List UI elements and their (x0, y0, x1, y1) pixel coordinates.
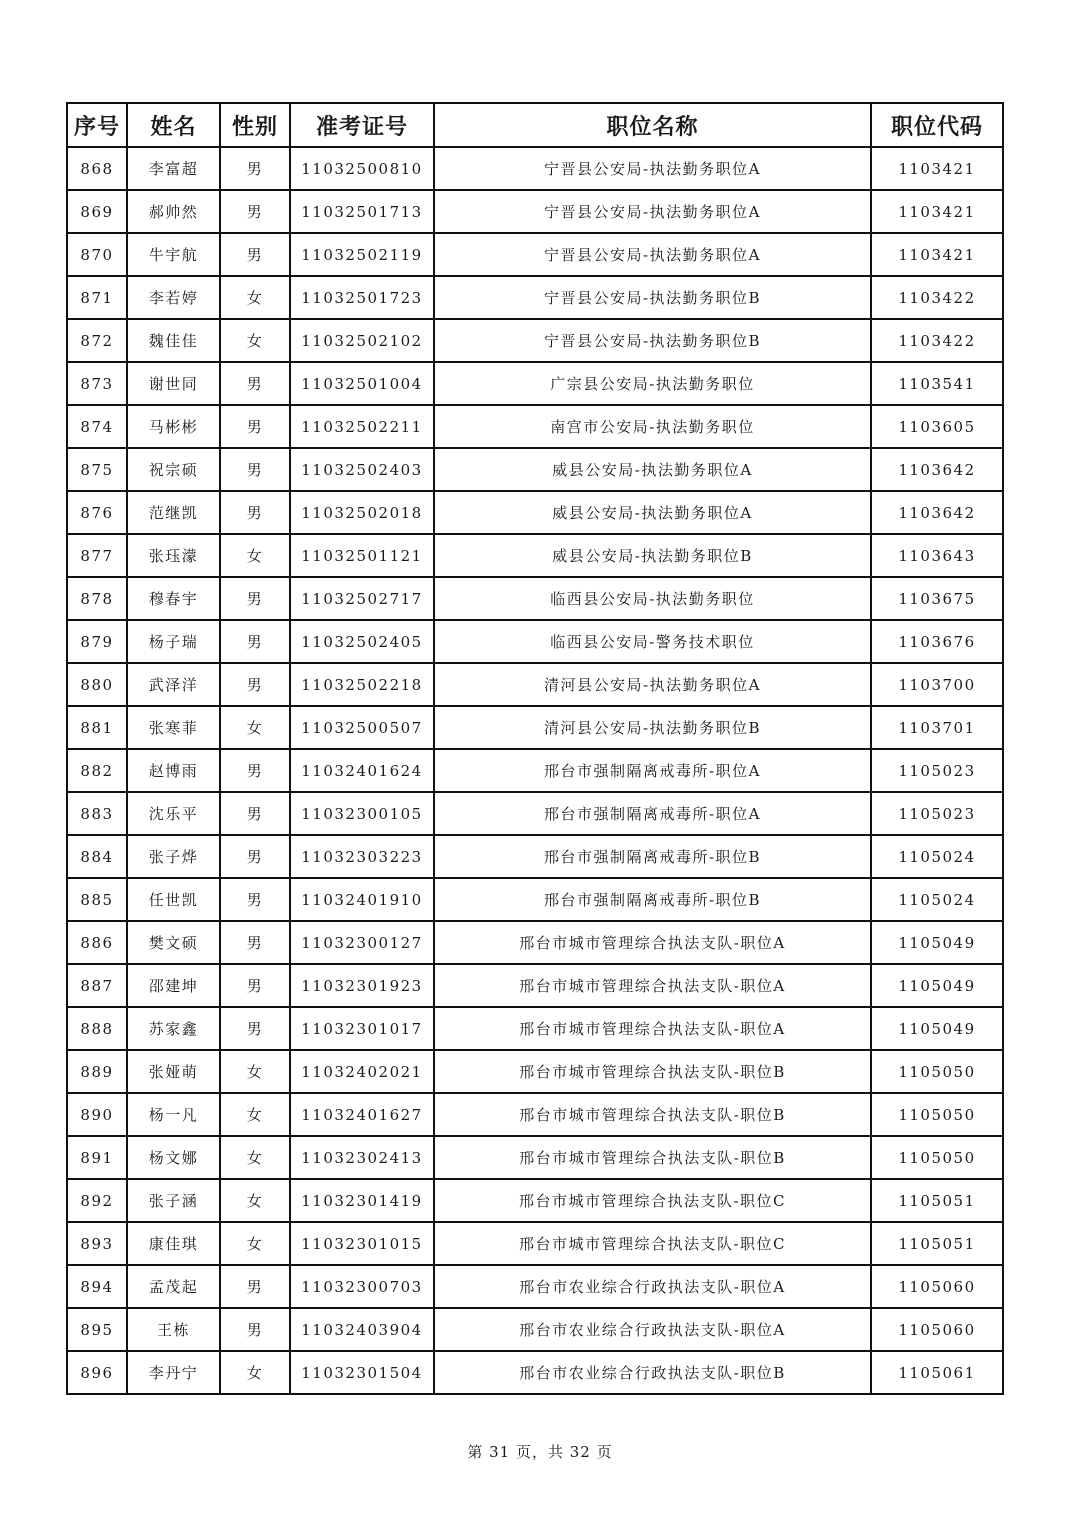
cell-position-code: 1105049 (871, 964, 1003, 1007)
cell-gender: 男 (220, 405, 290, 448)
table-row (67, 1222, 1003, 1265)
cell-position-code: 1103605 (871, 405, 1003, 448)
cell-gender: 男 (220, 190, 290, 233)
table-row (67, 362, 1003, 405)
cell-name: 任世凯 (127, 878, 220, 921)
cell-serial-number: 873 (67, 362, 127, 405)
table-row (67, 1265, 1003, 1308)
cell-name: 康佳琪 (127, 1222, 220, 1265)
cell-serial-number: 868 (67, 147, 127, 190)
table-row (67, 1007, 1003, 1050)
cell-position-name: 清河县公安局-执法勤务职位B (434, 706, 871, 749)
cell-gender: 男 (220, 147, 290, 190)
table-row (67, 405, 1003, 448)
cell-name: 魏佳佳 (127, 319, 220, 362)
cell-name: 祝宗硕 (127, 448, 220, 491)
cell-position-code: 1103700 (871, 663, 1003, 706)
cell-position-name: 临西县公安局-执法勤务职位 (434, 577, 871, 620)
table-row (67, 835, 1003, 878)
cell-name: 李若婷 (127, 276, 220, 319)
cell-position-name: 邢台市城市管理综合执法支队-职位B (434, 1093, 871, 1136)
cell-exam-ticket-number: 11032502102 (290, 319, 434, 362)
cell-name: 范继凯 (127, 491, 220, 534)
cell-position-name: 邢台市农业综合行政执法支队-职位A (434, 1265, 871, 1308)
cell-gender: 男 (220, 620, 290, 663)
cell-gender: 男 (220, 749, 290, 792)
header-position-name: 职位名称 (434, 103, 871, 147)
cell-gender: 女 (220, 1351, 290, 1394)
cell-serial-number: 869 (67, 190, 127, 233)
cell-name: 孟茂起 (127, 1265, 220, 1308)
cell-position-name: 威县公安局-执法勤务职位A (434, 448, 871, 491)
cell-gender: 男 (220, 1265, 290, 1308)
cell-name: 马彬彬 (127, 405, 220, 448)
cell-name: 赵博雨 (127, 749, 220, 792)
cell-position-name: 南宫市公安局-执法勤务职位 (434, 405, 871, 448)
table-row (67, 147, 1003, 190)
cell-exam-ticket-number: 11032501004 (290, 362, 434, 405)
table-row (67, 964, 1003, 1007)
cell-exam-ticket-number: 11032302413 (290, 1136, 434, 1179)
cell-name: 谢世同 (127, 362, 220, 405)
table-row (67, 1308, 1003, 1351)
table-row (67, 878, 1003, 921)
cell-exam-ticket-number: 11032502405 (290, 620, 434, 663)
cell-position-name: 邢台市农业综合行政执法支队-职位B (434, 1351, 871, 1394)
table-row (67, 1179, 1003, 1222)
cell-serial-number: 876 (67, 491, 127, 534)
cell-serial-number: 894 (67, 1265, 127, 1308)
cell-gender: 女 (220, 1179, 290, 1222)
table-row (67, 1351, 1003, 1394)
header-exam-ticket-number: 准考证号 (290, 103, 434, 147)
cell-position-code: 1103421 (871, 147, 1003, 190)
table-row (67, 276, 1003, 319)
table-row (67, 663, 1003, 706)
cell-serial-number: 896 (67, 1351, 127, 1394)
cell-serial-number: 895 (67, 1308, 127, 1351)
cell-position-name: 宁晋县公安局-执法勤务职位A (434, 147, 871, 190)
cell-exam-ticket-number: 11032301419 (290, 1179, 434, 1222)
cell-serial-number: 880 (67, 663, 127, 706)
table-row (67, 319, 1003, 362)
cell-position-code: 1103541 (871, 362, 1003, 405)
cell-name: 沈乐平 (127, 792, 220, 835)
cell-gender: 男 (220, 964, 290, 1007)
cell-position-code: 1105050 (871, 1050, 1003, 1093)
cell-name: 杨文娜 (127, 1136, 220, 1179)
cell-position-code: 1103422 (871, 276, 1003, 319)
cell-gender: 男 (220, 577, 290, 620)
page-number: 第 31 页，共 32 页 (467, 1443, 613, 1461)
cell-exam-ticket-number: 11032401627 (290, 1093, 434, 1136)
cell-position-code: 1105051 (871, 1222, 1003, 1265)
header-name: 姓名 (127, 103, 220, 147)
cell-exam-ticket-number: 11032501121 (290, 534, 434, 577)
cell-serial-number: 892 (67, 1179, 127, 1222)
cell-position-code: 1103642 (871, 491, 1003, 534)
cell-serial-number: 881 (67, 706, 127, 749)
cell-position-name: 广宗县公安局-执法勤务职位 (434, 362, 871, 405)
cell-name: 樊文硕 (127, 921, 220, 964)
table-row (67, 448, 1003, 491)
cell-gender: 女 (220, 1136, 290, 1179)
cell-serial-number: 888 (67, 1007, 127, 1050)
cell-gender: 男 (220, 1308, 290, 1351)
cell-exam-ticket-number: 11032401910 (290, 878, 434, 921)
cell-position-code: 1105024 (871, 835, 1003, 878)
cell-position-name: 邢台市强制隔离戒毒所-职位A (434, 792, 871, 835)
cell-position-name: 邢台市强制隔离戒毒所-职位B (434, 835, 871, 878)
cell-serial-number: 878 (67, 577, 127, 620)
cell-serial-number: 875 (67, 448, 127, 491)
cell-position-name: 邢台市农业综合行政执法支队-职位A (434, 1308, 871, 1351)
cell-gender: 男 (220, 491, 290, 534)
cell-exam-ticket-number: 11032300127 (290, 921, 434, 964)
cell-name: 杨子瑞 (127, 620, 220, 663)
cell-position-code: 1103422 (871, 319, 1003, 362)
cell-position-name: 临西县公安局-警务技术职位 (434, 620, 871, 663)
cell-position-code: 1105050 (871, 1093, 1003, 1136)
cell-serial-number: 877 (67, 534, 127, 577)
cell-position-code: 1105024 (871, 878, 1003, 921)
cell-name: 张子烨 (127, 835, 220, 878)
candidate-table (66, 102, 1004, 1395)
cell-gender: 男 (220, 792, 290, 835)
cell-position-name: 威县公安局-执法勤务职位A (434, 491, 871, 534)
cell-position-code: 1105061 (871, 1351, 1003, 1394)
cell-position-code: 1103642 (871, 448, 1003, 491)
cell-position-code: 1103643 (871, 534, 1003, 577)
cell-gender: 女 (220, 1222, 290, 1265)
cell-serial-number: 872 (67, 319, 127, 362)
cell-position-name: 宁晋县公安局-执法勤务职位A (434, 233, 871, 276)
cell-position-name: 邢台市城市管理综合执法支队-职位A (434, 964, 871, 1007)
cell-exam-ticket-number: 11032502211 (290, 405, 434, 448)
table-row (67, 792, 1003, 835)
cell-serial-number: 871 (67, 276, 127, 319)
cell-name: 牛宇航 (127, 233, 220, 276)
cell-position-name: 邢台市城市管理综合执法支队-职位C (434, 1179, 871, 1222)
table-row (67, 620, 1003, 663)
table-row (67, 706, 1003, 749)
cell-exam-ticket-number: 11032502018 (290, 491, 434, 534)
cell-exam-ticket-number: 11032500507 (290, 706, 434, 749)
cell-exam-ticket-number: 11032301017 (290, 1007, 434, 1050)
cell-gender: 男 (220, 233, 290, 276)
cell-gender: 男 (220, 663, 290, 706)
cell-gender: 女 (220, 706, 290, 749)
cell-position-name: 威县公安局-执法勤务职位B (434, 534, 871, 577)
cell-gender: 男 (220, 878, 290, 921)
cell-serial-number: 893 (67, 1222, 127, 1265)
cell-position-name: 清河县公安局-执法勤务职位A (434, 663, 871, 706)
cell-position-name: 宁晋县公安局-执法勤务职位B (434, 276, 871, 319)
table-header-row (67, 103, 1003, 147)
cell-position-code: 1105049 (871, 1007, 1003, 1050)
table-body (67, 147, 1003, 1394)
cell-position-code: 1105050 (871, 1136, 1003, 1179)
cell-serial-number: 874 (67, 405, 127, 448)
cell-exam-ticket-number: 11032502218 (290, 663, 434, 706)
cell-exam-ticket-number: 11032300105 (290, 792, 434, 835)
cell-name: 杨一凡 (127, 1093, 220, 1136)
cell-exam-ticket-number: 11032502119 (290, 233, 434, 276)
cell-gender: 女 (220, 276, 290, 319)
cell-name: 张珏濛 (127, 534, 220, 577)
cell-position-code: 1105060 (871, 1265, 1003, 1308)
cell-position-code: 1103421 (871, 190, 1003, 233)
cell-gender: 男 (220, 362, 290, 405)
cell-exam-ticket-number: 11032301504 (290, 1351, 434, 1394)
cell-position-code: 1105023 (871, 749, 1003, 792)
cell-serial-number: 879 (67, 620, 127, 663)
cell-gender: 男 (220, 921, 290, 964)
cell-name: 王栋 (127, 1308, 220, 1351)
table-row (67, 233, 1003, 276)
cell-serial-number: 882 (67, 749, 127, 792)
cell-exam-ticket-number: 11032301015 (290, 1222, 434, 1265)
cell-serial-number: 889 (67, 1050, 127, 1093)
cell-position-name: 邢台市强制隔离戒毒所-职位A (434, 749, 871, 792)
cell-name: 李丹宁 (127, 1351, 220, 1394)
cell-exam-ticket-number: 11032403904 (290, 1308, 434, 1351)
cell-serial-number: 883 (67, 792, 127, 835)
cell-name: 穆春宇 (127, 577, 220, 620)
cell-position-code: 1103701 (871, 706, 1003, 749)
cell-name: 李富超 (127, 147, 220, 190)
table-row (67, 1093, 1003, 1136)
cell-exam-ticket-number: 11032500810 (290, 147, 434, 190)
table-row (67, 921, 1003, 964)
cell-gender: 女 (220, 1050, 290, 1093)
cell-gender: 女 (220, 534, 290, 577)
header-gender: 性别 (220, 103, 290, 147)
cell-position-name: 邢台市城市管理综合执法支队-职位C (434, 1222, 871, 1265)
cell-serial-number: 886 (67, 921, 127, 964)
cell-exam-ticket-number: 11032501713 (290, 190, 434, 233)
cell-position-name: 邢台市城市管理综合执法支队-职位B (434, 1136, 871, 1179)
cell-position-name: 宁晋县公安局-执法勤务职位B (434, 319, 871, 362)
cell-name: 苏家鑫 (127, 1007, 220, 1050)
cell-position-code: 1105060 (871, 1308, 1003, 1351)
cell-exam-ticket-number: 11032300703 (290, 1265, 434, 1308)
cell-gender: 男 (220, 835, 290, 878)
cell-name: 张寒菲 (127, 706, 220, 749)
cell-serial-number: 884 (67, 835, 127, 878)
cell-exam-ticket-number: 11032303223 (290, 835, 434, 878)
table-row (67, 1050, 1003, 1093)
cell-exam-ticket-number: 11032502717 (290, 577, 434, 620)
cell-gender: 男 (220, 1007, 290, 1050)
cell-position-code: 1105049 (871, 921, 1003, 964)
cell-exam-ticket-number: 11032502403 (290, 448, 434, 491)
cell-exam-ticket-number: 11032402021 (290, 1050, 434, 1093)
table-row (67, 534, 1003, 577)
cell-exam-ticket-number: 11032401624 (290, 749, 434, 792)
cell-serial-number: 890 (67, 1093, 127, 1136)
header-position-code: 职位代码 (871, 103, 1003, 147)
cell-position-code: 1105051 (871, 1179, 1003, 1222)
cell-position-code: 1103676 (871, 620, 1003, 663)
cell-position-name: 邢台市城市管理综合执法支队-职位B (434, 1050, 871, 1093)
cell-gender: 男 (220, 448, 290, 491)
cell-position-name: 宁晋县公安局-执法勤务职位A (434, 190, 871, 233)
header-serial-number: 序号 (67, 103, 127, 147)
cell-gender: 女 (220, 319, 290, 362)
cell-position-name: 邢台市城市管理综合执法支队-职位A (434, 1007, 871, 1050)
cell-exam-ticket-number: 11032301923 (290, 964, 434, 1007)
cell-name: 武泽洋 (127, 663, 220, 706)
cell-serial-number: 887 (67, 964, 127, 1007)
table-row (67, 577, 1003, 620)
cell-exam-ticket-number: 11032501723 (290, 276, 434, 319)
cell-name: 张子涵 (127, 1179, 220, 1222)
cell-name: 张娅萌 (127, 1050, 220, 1093)
cell-serial-number: 891 (67, 1136, 127, 1179)
table-row (67, 749, 1003, 792)
table-row (67, 1136, 1003, 1179)
cell-name: 邵建坤 (127, 964, 220, 1007)
table-row (67, 190, 1003, 233)
cell-gender: 女 (220, 1093, 290, 1136)
cell-name: 郝帅然 (127, 190, 220, 233)
cell-position-code: 1103421 (871, 233, 1003, 276)
cell-position-name: 邢台市城市管理综合执法支队-职位A (434, 921, 871, 964)
cell-serial-number: 885 (67, 878, 127, 921)
cell-position-name: 邢台市强制隔离戒毒所-职位B (434, 878, 871, 921)
cell-position-code: 1103675 (871, 577, 1003, 620)
table-row (67, 491, 1003, 534)
cell-position-code: 1105023 (871, 792, 1003, 835)
cell-serial-number: 870 (67, 233, 127, 276)
